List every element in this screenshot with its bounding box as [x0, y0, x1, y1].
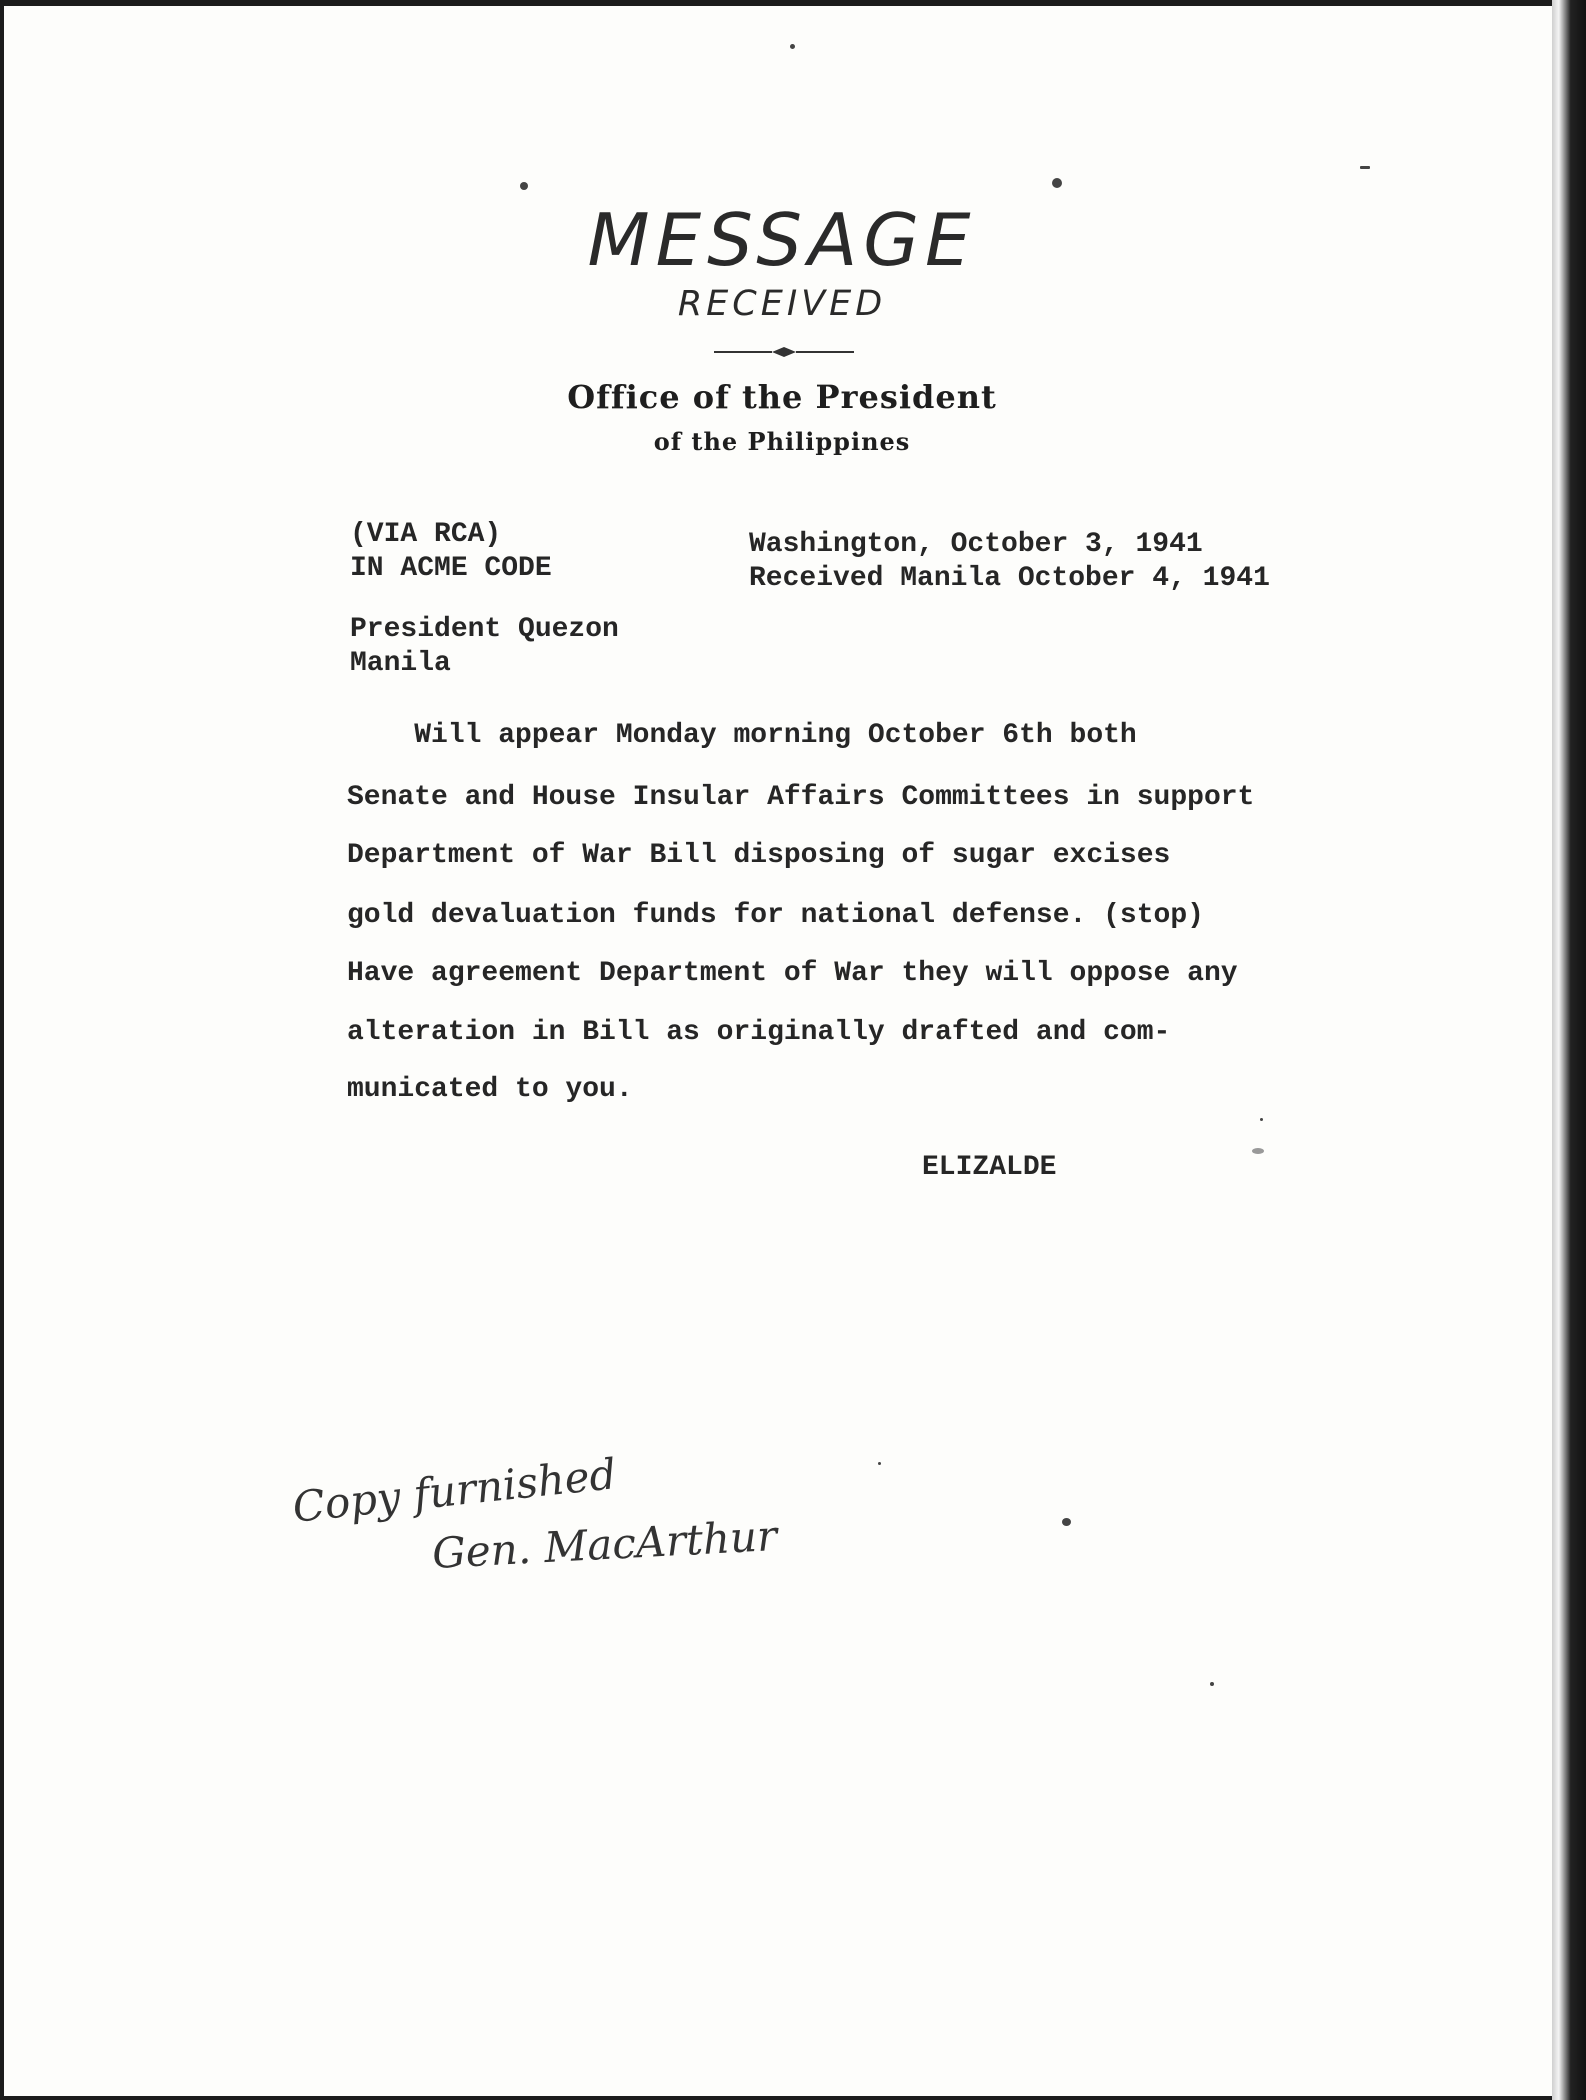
- body-line: gold devaluation funds for national defense. (stop): [347, 900, 1204, 931]
- scan-speck: [1062, 1518, 1071, 1526]
- scan-speck: [878, 1462, 881, 1465]
- scan-speck: [1360, 166, 1370, 169]
- office-name: Office of the President: [567, 378, 997, 416]
- routing-via: (VIA RCA): [350, 519, 502, 550]
- body-line: Department of War Bill disposing of sugar excises: [347, 840, 1171, 871]
- body-line: municated to you.: [347, 1074, 633, 1105]
- routing-code: IN ACME CODE: [350, 553, 552, 584]
- body-line: alteration in Bill as originally drafted and com-: [347, 1017, 1171, 1048]
- scan-speck: [1260, 1118, 1263, 1121]
- handwritten-note-line1: Copy furnished: [290, 1449, 619, 1532]
- sender-signature: ELIZALDE: [922, 1152, 1057, 1183]
- scan-speck: [790, 44, 795, 49]
- scan-speck: [520, 182, 528, 190]
- received-date: Received Manila October 4, 1941: [749, 563, 1270, 594]
- letterhead-subtitle: RECEIVED: [677, 284, 887, 324]
- scan-speck: [1252, 1148, 1264, 1154]
- body-line: Senate and House Insular Affairs Committees in support: [347, 782, 1255, 813]
- body-line: Will appear Monday morning October 6th both: [347, 720, 1137, 751]
- addressee-name: President Quezon: [350, 614, 619, 645]
- office-country: of the Philippines: [653, 427, 911, 456]
- scan-speck: [1052, 178, 1062, 188]
- scan-speck: [1210, 1682, 1214, 1686]
- sent-date: Washington, October 3, 1941: [749, 529, 1203, 560]
- divider-ornament-icon: [714, 346, 854, 358]
- handwritten-note-line2: Gen. MacArthur: [430, 1511, 779, 1578]
- document-sheet: [4, 6, 1560, 2096]
- addressee-city: Manila: [350, 648, 451, 679]
- page-edge-shadow: [1552, 0, 1586, 2100]
- body-line: Have agreement Department of War they will oppose any: [347, 958, 1238, 989]
- letterhead-title: MESSAGE: [587, 198, 977, 282]
